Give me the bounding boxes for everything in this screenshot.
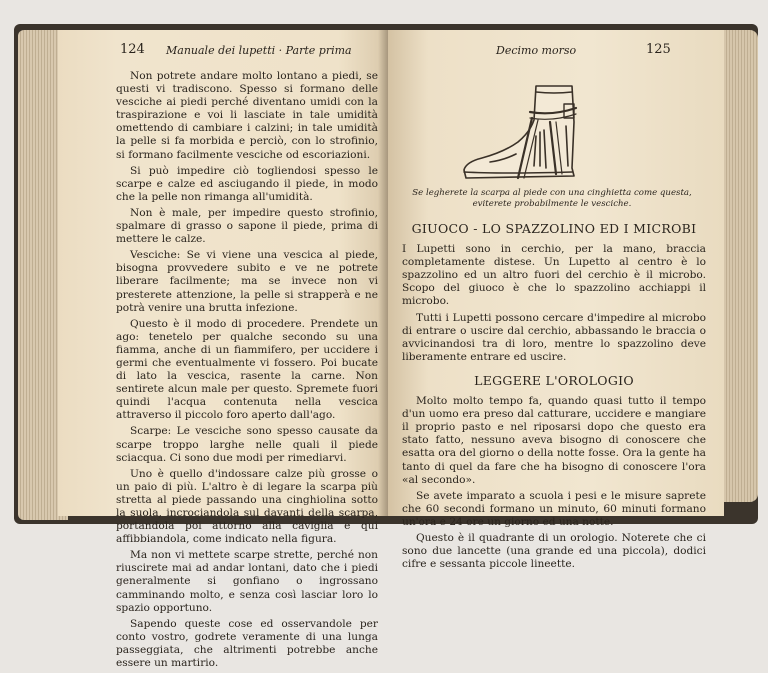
paragraph: Scarpe: Le vesciche sono spesso causate da scarpe troppo larghe nelle quali il piede sciacqua. Ci sono due modi per rimediarvi. bbox=[116, 425, 378, 464]
paragraph: Non è male, per impedire questo strofinio, spalmare di grasso o sapone il piede, prima di mettere le calze. bbox=[116, 206, 378, 246]
paragraph: Non potrete andare molto lontano a piedi, se questi vi tradiscono. Spesso si formano delle vesciche ai piedi perché diventano umidi con la traspirazione e voi li lasciate in tale umidità omettendo di cambiare i calzini; in tale umidità la pelle si fa morbida e perciò, con lo strofinio, si formano facilmente vesciche od escoriazioni. bbox=[116, 70, 378, 161]
left-running-head: Manuale dei lupetti · Parte prima bbox=[166, 44, 352, 57]
paragraph: Vesciche: Se vi viene una vescica al piede, bisogna provvedere subito e ve ne potrete liberare facilmente; ma se invece non vi presterete attenzione, la pelle si strapperà e ne potrà venire una brutta infezione. bbox=[116, 249, 378, 314]
paragraph: Sapendo queste cose ed osservandole per conto vostro, godrete veramente di una lunga passeggiata, che altrimenti potrebbe anche essere un martirio. bbox=[116, 617, 378, 670]
right-page-number: 125 bbox=[646, 42, 671, 57]
right-page bbox=[388, 30, 724, 571]
paragraph: Si può impedire ciò togliendosi spesso le scarpe e calze ed asciugando il piede, in modo che la pelle non rimanga all'umidità. bbox=[116, 164, 378, 203]
left-page bbox=[58, 30, 388, 670]
paragraph: Questo è il modo di procedere. Prendete un ago: tenetelo per qualche secondo su una fiamma, anche di un fiammifero, per uccidere i germi che eventualmente vi fossero. Poi bucate di lato la vescica, rasente la carne. Non sentirete alcun male per questo. Spremete fuori quindi l'acqua contenuta nella vescica attraverso il piccolo foro aperto dall'ago. bbox=[116, 317, 378, 422]
right-running-head: Decimo morso bbox=[496, 44, 577, 57]
paragraph: Uno è quello d'indossare calze più grosse o un paio di più. L'altro è di legare la scarpa più stretta al piede passando una cinghiolina sotto la suola, incrociandola sul davanti della scarpa, portandola poi attorno alla caviglia e qui affibbiandola, come indicato nella figura. bbox=[116, 467, 378, 546]
right-page-text bbox=[402, 212, 706, 574]
paragraph: Se avete imparato a scuola i pesi e le misure saprete che 60 secondi formano un minuto, 60 minuti formano un'ora e 24 ore un giorno ed una notte. bbox=[402, 489, 706, 528]
left-page-number: 124 bbox=[120, 42, 145, 57]
paragraph: Ma non vi mettete scarpe strette, perché non riuscirete mai ad andar lontani, dato che i piedi generalmente si gonfiano o ingrossano camminando molto, e senza così lasciar loro lo spazio opportuno. bbox=[116, 549, 378, 614]
boot-with-strap-icon bbox=[460, 82, 590, 184]
section-title-orologio: LEGGERE L'OROLOGIO bbox=[474, 372, 634, 388]
paragraph: Questo è il quadrante di un orologio. Noterete che ci sono due lancette (una grande ed una piccola), dodici cifre e sessanta piccole lineette. bbox=[402, 531, 706, 571]
left-page-text bbox=[116, 70, 378, 673]
paragraph: Tutti i Lupetti possono cercare d'impedire al microbo di entrare o uscire dal cerchio, abbassando le braccia o avvicinandosi tra di loro, mentre lo spazzolino deve liberamente entrare ed uscire. bbox=[402, 311, 706, 363]
paragraph: I Lupetti sono in cerchio, per la mano, braccia completamente distese. Un Lupetto al centro è lo spazzolino ed un altro fuori del cerchio è il microbo. Scopo del giuoco è che lo spazzolino acchiappi il microbo. bbox=[402, 243, 706, 308]
paragraph: Molto molto tempo fa, quando quasi tutto il tempo d'un uomo era preso dal catturare, uccidere e mangiare il proprio pasto e nel riposarsi dopo che questo era stato fatto, nessuno aveva bisogno di conoscere che esatta ora del giorno o della notte fosse. Ora la gente ha tanto di quel da fare che ha bisogno di conoscere l'ora «al secondo». bbox=[402, 395, 706, 486]
section-title-giuoco: GIUOCO - LO SPAZZOLINO ED I MICROBI bbox=[411, 221, 697, 236]
illustration-caption: Se legherete la scarpa al piede con una cinghietta come questa, eviterete probabilmente le vesciche. bbox=[412, 188, 692, 209]
